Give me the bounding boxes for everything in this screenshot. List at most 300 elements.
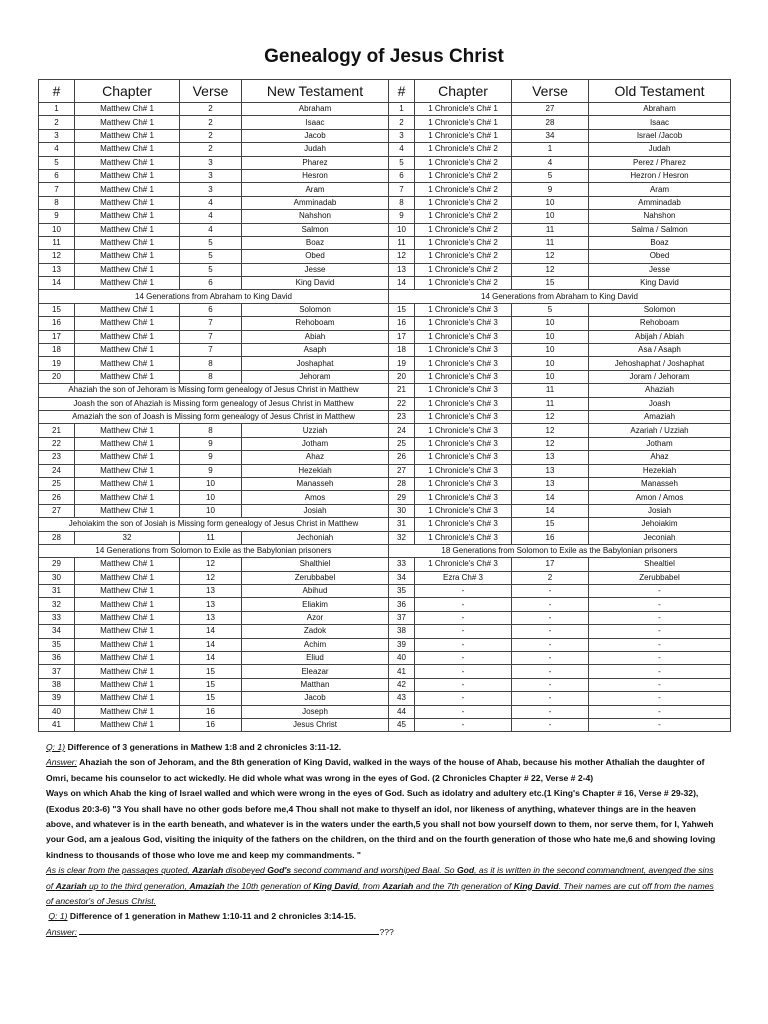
- ot-chapter-cell: -: [415, 665, 512, 678]
- ot-name-cell: -: [589, 625, 731, 638]
- nt-number-cell: 36: [39, 652, 75, 665]
- nt-verse-cell: 4: [180, 196, 242, 209]
- nt-chapter-cell: Matthew Ch# 1: [75, 652, 180, 665]
- nt-verse-cell: 13: [180, 611, 242, 624]
- ot-number-cell: 2: [389, 116, 415, 129]
- table-row: [39, 169, 731, 182]
- ot-name-cell: Rehoboam: [589, 317, 731, 330]
- nt-chapter-cell: Matthew Ch# 1: [75, 611, 180, 624]
- ot-verse-cell: 14: [512, 491, 589, 504]
- nt-number-cell: 34: [39, 625, 75, 638]
- ot-verse-cell: 10: [512, 344, 589, 357]
- ot-name-cell: Azariah / Uzziah: [589, 424, 731, 437]
- nt-name-cell: Jotham: [242, 437, 389, 450]
- nt-number-cell: 14: [39, 277, 75, 290]
- answer-text: Ahaziah the son of Jehoram, and the 8th generation of King David, walked in the ways of the house of Ahab, because his mother Athaliah the daughter of Omri, became his counselor to act wickedly. He did whole what was wrong in the eyes of God. (2 Chronicles Chapter # 22, Verse # 2-4): [46, 757, 705, 783]
- nt-verse-cell: 5: [180, 236, 242, 249]
- ot-verse-cell: 11: [512, 384, 589, 397]
- ot-verse-cell: -: [512, 598, 589, 611]
- nt-name-cell: Abiah: [242, 330, 389, 343]
- ot-chapter-cell: 1 Chronicle's Ch# 1: [415, 129, 512, 142]
- ot-number-cell: 4: [389, 143, 415, 156]
- ot-chapter-cell: 1 Chronicle's Ch# 3: [415, 451, 512, 464]
- ot-chapter-cell: 1 Chronicle's Ch# 3: [415, 504, 512, 517]
- table-row: [39, 410, 731, 423]
- nt-span-note: 14 Generations from Solomon to Exile as the Babylonian prisoners: [39, 544, 389, 557]
- nt-number-cell: 23: [39, 451, 75, 464]
- ot-number-cell: 20: [389, 370, 415, 383]
- ot-verse-cell: 34: [512, 129, 589, 142]
- nt-number-cell: 24: [39, 464, 75, 477]
- nt-chapter-cell: Matthew Ch# 1: [75, 625, 180, 638]
- nt-number-cell: 8: [39, 196, 75, 209]
- ot-name-cell: -: [589, 585, 731, 598]
- nt-chapter-cell: Matthew Ch# 1: [75, 370, 180, 383]
- ot-verse-cell: 10: [512, 317, 589, 330]
- nt-verse-cell: 16: [180, 705, 242, 718]
- table-row: [39, 236, 731, 249]
- nt-number-cell: 32: [39, 598, 75, 611]
- ot-chapter-cell: 1 Chronicle's Ch# 2: [415, 169, 512, 182]
- nt-number-cell: 26: [39, 491, 75, 504]
- nt-chapter-cell: Matthew Ch# 1: [75, 129, 180, 142]
- nt-chapter-cell: Matthew Ch# 1: [75, 718, 180, 731]
- ot-chapter-cell: -: [415, 598, 512, 611]
- ot-number-cell: 28: [389, 477, 415, 490]
- nt-chapter-cell: Matthew Ch# 1: [75, 585, 180, 598]
- ot-name-cell: -: [589, 652, 731, 665]
- ot-number-cell: 38: [389, 625, 415, 638]
- nt-verse-cell: 9: [180, 464, 242, 477]
- ot-verse-cell: 11: [512, 236, 589, 249]
- nt-chapter-cell: 32: [75, 531, 180, 544]
- nt-number-cell: 6: [39, 169, 75, 182]
- nt-verse-cell: 14: [180, 625, 242, 638]
- nt-verse-cell: 2: [180, 116, 242, 129]
- ot-chapter-cell: 1 Chronicle's Ch# 3: [415, 424, 512, 437]
- ot-name-cell: -: [589, 718, 731, 731]
- nt-name-cell: Pharez: [242, 156, 389, 169]
- ot-chapter-cell: -: [415, 585, 512, 598]
- nt-chapter-cell: Matthew Ch# 1: [75, 558, 180, 571]
- ot-chapter-cell: -: [415, 625, 512, 638]
- table-row: [39, 370, 731, 383]
- ot-verse-cell: 28: [512, 116, 589, 129]
- nt-number-cell: 12: [39, 250, 75, 263]
- table-row: [39, 116, 731, 129]
- nt-number-cell: 38: [39, 678, 75, 691]
- nt-number-cell: 1: [39, 103, 75, 116]
- nt-chapter-cell: Matthew Ch# 1: [75, 183, 180, 196]
- ot-chapter-cell: 1 Chronicle's Ch# 2: [415, 250, 512, 263]
- table-row: [39, 718, 731, 731]
- answer-1: [46, 755, 722, 786]
- nt-chapter-cell: Matthew Ch# 1: [75, 665, 180, 678]
- ot-chapter-cell: 1 Chronicle's Ch# 2: [415, 156, 512, 169]
- nt-chapter-cell: Matthew Ch# 1: [75, 143, 180, 156]
- ot-name-cell: Asa / Asaph: [589, 344, 731, 357]
- ot-chapter-cell: 1 Chronicle's Ch# 3: [415, 357, 512, 370]
- nt-verse-cell: 10: [180, 504, 242, 517]
- question-text: Difference of 3 generations in Mathew 1:8 and 2 chronicles 3:11-12.: [65, 742, 342, 752]
- nt-name-cell: Rehoboam: [242, 317, 389, 330]
- conclusion-paragraph: As is clear from the passages quoted, Azariah disobeyed God's second command and worshiped Baal. So God, as it is written in the second commandment, avenged the sins of Azariah up to the third generation, Amaziah the 10th generation of King David, from Azariah and the 7th generation of King David. Their names are cut off from the names of ancestor's of Jesus Christ.: [46, 865, 714, 907]
- ot-verse-cell: 11: [512, 397, 589, 410]
- nt-name-cell: Ahaz: [242, 451, 389, 464]
- ot-verse-cell: -: [512, 652, 589, 665]
- nt-number-cell: 40: [39, 705, 75, 718]
- ot-verse-cell: 14: [512, 504, 589, 517]
- ot-number-cell: 21: [389, 384, 415, 397]
- ot-number-cell: 29: [389, 491, 415, 504]
- page-title: Genealogy of Jesus Christ: [264, 46, 504, 67]
- ot-chapter-cell: -: [415, 678, 512, 691]
- ot-number-cell: 13: [389, 263, 415, 276]
- ot-name-cell: King David: [589, 277, 731, 290]
- table-row: [39, 210, 731, 223]
- ot-verse-cell: -: [512, 665, 589, 678]
- ot-verse-cell: 10: [512, 330, 589, 343]
- nt-number-cell: 29: [39, 558, 75, 571]
- ot-name-cell: Jeconiah: [589, 531, 731, 544]
- nt-name-cell: Josiah: [242, 504, 389, 517]
- nt-chapter-cell: Matthew Ch# 1: [75, 156, 180, 169]
- answer-2: [46, 925, 722, 940]
- nt-name-cell: Jechoniah: [242, 531, 389, 544]
- nt-chapter-cell: Matthew Ch# 1: [75, 330, 180, 343]
- nt-name-cell: Amminadab: [242, 196, 389, 209]
- nt-chapter-cell: Matthew Ch# 1: [75, 263, 180, 276]
- ot-chapter-cell: 1 Chronicle's Ch# 3: [415, 531, 512, 544]
- table-row: [39, 504, 731, 517]
- ot-verse-cell: 16: [512, 531, 589, 544]
- header-old-testament: Old Testament: [589, 80, 731, 103]
- ot-verse-cell: -: [512, 705, 589, 718]
- ot-chapter-cell: 1 Chronicle's Ch# 2: [415, 263, 512, 276]
- nt-verse-cell: 16: [180, 718, 242, 731]
- nt-name-cell: Azor: [242, 611, 389, 624]
- table-row: [39, 491, 731, 504]
- table-row: [39, 357, 731, 370]
- ot-name-cell: -: [589, 598, 731, 611]
- table-row: [39, 451, 731, 464]
- table-row: [39, 143, 731, 156]
- ot-name-cell: Abijah / Abiah: [589, 330, 731, 343]
- nt-name-cell: Judah: [242, 143, 389, 156]
- ot-verse-cell: 2: [512, 571, 589, 584]
- ot-chapter-cell: 1 Chronicle's Ch# 2: [415, 183, 512, 196]
- ot-number-cell: 24: [389, 424, 415, 437]
- ot-name-cell: Salma / Salmon: [589, 223, 731, 236]
- table-row: [39, 464, 731, 477]
- ot-verse-cell: 10: [512, 357, 589, 370]
- ot-chapter-cell: Ezra Ch# 3: [415, 571, 512, 584]
- nt-verse-cell: 11: [180, 531, 242, 544]
- nt-number-cell: 31: [39, 585, 75, 598]
- nt-span-note: 14 Generations from Abraham to King David: [39, 290, 389, 303]
- nt-name-cell: Eliakim: [242, 598, 389, 611]
- nt-name-cell: Jesus Christ: [242, 718, 389, 731]
- nt-number-cell: 17: [39, 330, 75, 343]
- nt-name-cell: Uzziah: [242, 424, 389, 437]
- nt-number-cell: 27: [39, 504, 75, 517]
- nt-name-cell: Abraham: [242, 103, 389, 116]
- ot-name-cell: Amaziah: [589, 410, 731, 423]
- ot-chapter-cell: 1 Chronicle's Ch# 3: [415, 384, 512, 397]
- nt-verse-cell: 14: [180, 652, 242, 665]
- ot-verse-cell: 12: [512, 250, 589, 263]
- ot-name-cell: -: [589, 638, 731, 651]
- ot-chapter-cell: -: [415, 692, 512, 705]
- ot-chapter-cell: 1 Chronicle's Ch# 3: [415, 330, 512, 343]
- nt-number-cell: 21: [39, 424, 75, 437]
- nt-number-cell: 37: [39, 665, 75, 678]
- ot-name-cell: Obed: [589, 250, 731, 263]
- header-new-testament: New Testament: [242, 80, 389, 103]
- nt-name-cell: Eliud: [242, 652, 389, 665]
- nt-verse-cell: 13: [180, 598, 242, 611]
- nt-name-cell: Salmon: [242, 223, 389, 236]
- nt-chapter-cell: Matthew Ch# 1: [75, 344, 180, 357]
- ot-chapter-cell: 1 Chronicle's Ch# 2: [415, 196, 512, 209]
- ot-chapter-cell: 1 Chronicle's Ch# 3: [415, 370, 512, 383]
- ot-chapter-cell: -: [415, 652, 512, 665]
- nt-chapter-cell: Matthew Ch# 1: [75, 477, 180, 490]
- ot-name-cell: Joash: [589, 397, 731, 410]
- ot-number-cell: 39: [389, 638, 415, 651]
- nt-verse-cell: 9: [180, 437, 242, 450]
- ot-name-cell: Israel /Jacob: [589, 129, 731, 142]
- question-1: [46, 740, 722, 755]
- nt-number-cell: 10: [39, 223, 75, 236]
- ot-number-cell: 40: [389, 652, 415, 665]
- header-number-ot: #: [389, 80, 415, 103]
- table-row: [39, 692, 731, 705]
- nt-span-note: Jehoiakim the son of Josiah is Missing form genealogy of Jesus Christ in Matthew: [39, 518, 389, 531]
- ot-chapter-cell: 1 Chronicle's Ch# 3: [415, 558, 512, 571]
- ot-span-note: 18 Generations from Solomon to Exile as the Babylonian prisoners: [389, 544, 731, 557]
- nt-verse-cell: 8: [180, 424, 242, 437]
- nt-chapter-cell: Matthew Ch# 1: [75, 638, 180, 651]
- ot-number-cell: 44: [389, 705, 415, 718]
- nt-verse-cell: 15: [180, 665, 242, 678]
- ot-number-cell: 41: [389, 665, 415, 678]
- ot-name-cell: Abraham: [589, 103, 731, 116]
- nt-verse-cell: 2: [180, 103, 242, 116]
- table-row: [39, 518, 731, 531]
- ot-chapter-cell: -: [415, 705, 512, 718]
- ot-number-cell: 5: [389, 156, 415, 169]
- nt-verse-cell: 2: [180, 129, 242, 142]
- nt-chapter-cell: Matthew Ch# 1: [75, 571, 180, 584]
- ot-verse-cell: 13: [512, 451, 589, 464]
- nt-name-cell: Hezekiah: [242, 464, 389, 477]
- ot-number-cell: 1: [389, 103, 415, 116]
- ot-number-cell: 35: [389, 585, 415, 598]
- ot-name-cell: Amon / Amos: [589, 491, 731, 504]
- table-row: [39, 263, 731, 276]
- question-label: Q: 1): [46, 742, 66, 752]
- nt-number-cell: 2: [39, 116, 75, 129]
- nt-verse-cell: 4: [180, 223, 242, 236]
- table-row: [39, 424, 731, 437]
- ot-verse-cell: 15: [512, 277, 589, 290]
- ot-number-cell: 14: [389, 277, 415, 290]
- ot-chapter-cell: 1 Chronicle's Ch# 1: [415, 116, 512, 129]
- ot-number-cell: 8: [389, 196, 415, 209]
- ot-name-cell: -: [589, 611, 731, 624]
- nt-name-cell: Obed: [242, 250, 389, 263]
- ot-name-cell: Joram / Jehoram: [589, 370, 731, 383]
- table-row: [39, 156, 731, 169]
- nt-name-cell: Eleazar: [242, 665, 389, 678]
- ot-verse-cell: 12: [512, 424, 589, 437]
- ot-name-cell: Josiah: [589, 504, 731, 517]
- nt-number-cell: 19: [39, 357, 75, 370]
- table-row: [39, 437, 731, 450]
- table-row: [39, 678, 731, 691]
- ot-number-cell: 26: [389, 451, 415, 464]
- ot-verse-cell: 4: [512, 156, 589, 169]
- nt-chapter-cell: Matthew Ch# 1: [75, 692, 180, 705]
- ot-verse-cell: 17: [512, 558, 589, 571]
- ot-chapter-cell: 1 Chronicle's Ch# 3: [415, 491, 512, 504]
- nt-name-cell: Shalthiel: [242, 558, 389, 571]
- ot-chapter-cell: 1 Chronicle's Ch# 3: [415, 410, 512, 423]
- ot-number-cell: 45: [389, 718, 415, 731]
- question-2-text: Difference of 1 generation in Mathew 1:10-11 and 2 chronicles 3:14-15.: [67, 911, 356, 922]
- ot-verse-cell: -: [512, 692, 589, 705]
- nt-name-cell: Jehoram: [242, 370, 389, 383]
- question-2-label: Q: 1): [48, 911, 68, 922]
- nt-number-cell: 16: [39, 317, 75, 330]
- ot-name-cell: Perez / Pharez: [589, 156, 731, 169]
- ot-chapter-cell: 1 Chronicle's Ch# 3: [415, 464, 512, 477]
- table-row: [39, 705, 731, 718]
- nt-verse-cell: 15: [180, 692, 242, 705]
- nt-chapter-cell: Matthew Ch# 1: [75, 491, 180, 504]
- ot-verse-cell: 1: [512, 143, 589, 156]
- table-row: [39, 384, 731, 397]
- nt-span-note: Ahaziah the son of Jehoram is Missing form genealogy of Jesus Christ in Matthew: [39, 384, 389, 397]
- nt-chapter-cell: Matthew Ch# 1: [75, 464, 180, 477]
- table-row: [39, 544, 731, 557]
- nt-name-cell: Asaph: [242, 344, 389, 357]
- ot-number-cell: 19: [389, 357, 415, 370]
- nt-verse-cell: 7: [180, 330, 242, 343]
- ot-name-cell: Judah: [589, 143, 731, 156]
- table-row: [39, 330, 731, 343]
- ot-verse-cell: -: [512, 585, 589, 598]
- table-row: [39, 625, 731, 638]
- nt-verse-cell: 6: [180, 277, 242, 290]
- ot-number-cell: 7: [389, 183, 415, 196]
- ot-chapter-cell: -: [415, 638, 512, 651]
- nt-number-cell: 11: [39, 236, 75, 249]
- nt-name-cell: Matthan: [242, 678, 389, 691]
- ot-chapter-cell: -: [415, 611, 512, 624]
- ot-number-cell: 42: [389, 678, 415, 691]
- ways-paragraph: [46, 786, 722, 863]
- ot-verse-cell: 11: [512, 223, 589, 236]
- ways-text: Ways on which Ahab the king of Israel walled and which were wrong in the eyes of God. Such as idolatry and adultery etc.(1 King's Chapter # 16, Verse # 29-32),: [46, 788, 699, 799]
- ot-number-cell: 12: [389, 250, 415, 263]
- nt-verse-cell: 14: [180, 638, 242, 651]
- ot-verse-cell: 12: [512, 263, 589, 276]
- nt-chapter-cell: Matthew Ch# 1: [75, 705, 180, 718]
- ot-name-cell: Manasseh: [589, 477, 731, 490]
- nt-verse-cell: 3: [180, 156, 242, 169]
- nt-chapter-cell: Matthew Ch# 1: [75, 169, 180, 182]
- nt-name-cell: Jesse: [242, 263, 389, 276]
- nt-verse-cell: 15: [180, 678, 242, 691]
- ot-name-cell: Shealtiel: [589, 558, 731, 571]
- ot-verse-cell: -: [512, 678, 589, 691]
- nt-name-cell: Jacob: [242, 692, 389, 705]
- nt-name-cell: Boaz: [242, 236, 389, 249]
- question-2: [46, 909, 722, 924]
- table-row: [39, 277, 731, 290]
- ot-name-cell: Jotham: [589, 437, 731, 450]
- nt-name-cell: Joseph: [242, 705, 389, 718]
- nt-chapter-cell: Matthew Ch# 1: [75, 357, 180, 370]
- nt-verse-cell: 10: [180, 491, 242, 504]
- nt-number-cell: 20: [39, 370, 75, 383]
- table-row: [39, 397, 731, 410]
- nt-chapter-cell: Matthew Ch# 1: [75, 236, 180, 249]
- ot-chapter-cell: 1 Chronicle's Ch# 3: [415, 477, 512, 490]
- nt-span-note: Amaziah the son of Joash is Missing form genealogy of Jesus Christ in Matthew: [39, 410, 389, 423]
- ot-name-cell: Nahshon: [589, 210, 731, 223]
- ot-verse-cell: 5: [512, 303, 589, 316]
- nt-verse-cell: 8: [180, 357, 242, 370]
- nt-number-cell: 28: [39, 531, 75, 544]
- ot-verse-cell: -: [512, 638, 589, 651]
- ot-verse-cell: 27: [512, 103, 589, 116]
- table-row: [39, 585, 731, 598]
- nt-number-cell: 30: [39, 571, 75, 584]
- nt-number-cell: 41: [39, 718, 75, 731]
- ot-chapter-cell: 1 Chronicle's Ch# 3: [415, 397, 512, 410]
- nt-name-cell: Zerubbabel: [242, 571, 389, 584]
- table-row: [39, 571, 731, 584]
- ot-verse-cell: -: [512, 611, 589, 624]
- nt-number-cell: 25: [39, 477, 75, 490]
- nt-chapter-cell: Matthew Ch# 1: [75, 317, 180, 330]
- ot-verse-cell: 9: [512, 183, 589, 196]
- table-row: [39, 558, 731, 571]
- ot-number-cell: 15: [389, 303, 415, 316]
- ot-chapter-cell: 1 Chronicle's Ch# 3: [415, 518, 512, 531]
- nt-number-cell: 35: [39, 638, 75, 651]
- ot-chapter-cell: 1 Chronicle's Ch# 3: [415, 317, 512, 330]
- ot-number-cell: 30: [389, 504, 415, 517]
- ot-name-cell: Isaac: [589, 116, 731, 129]
- nt-chapter-cell: Matthew Ch# 1: [75, 598, 180, 611]
- genealogy-table: [38, 79, 731, 732]
- nt-chapter-cell: Matthew Ch# 1: [75, 223, 180, 236]
- nt-verse-cell: 5: [180, 263, 242, 276]
- nt-verse-cell: 13: [180, 585, 242, 598]
- ot-chapter-cell: 1 Chronicle's Ch# 2: [415, 143, 512, 156]
- ot-number-cell: 23: [389, 410, 415, 423]
- exodus-text: (Exodus 20:3-6) "3 You shall have no other gods before me,4 Thou shall not make to thyself an idol, nor likeness of anything, whatever things are in the heaven above, and whatever is in the earth beneath, and whatever is in the waters under the earth,5 you shall not bow yourself down to them, nor serve them, for I, Yahweh your God, am a jealous God, visiting the iniquity of the fathers on the children, on the third and on the fourth generation of those who hate me,6 and showing loving kindness to thousands of those who love me and keep my commandments. ": [46, 803, 716, 860]
- table-row: [39, 129, 731, 142]
- table-row: [39, 303, 731, 316]
- ot-name-cell: Ahaziah: [589, 384, 731, 397]
- ot-verse-cell: 13: [512, 477, 589, 490]
- table-row: [39, 665, 731, 678]
